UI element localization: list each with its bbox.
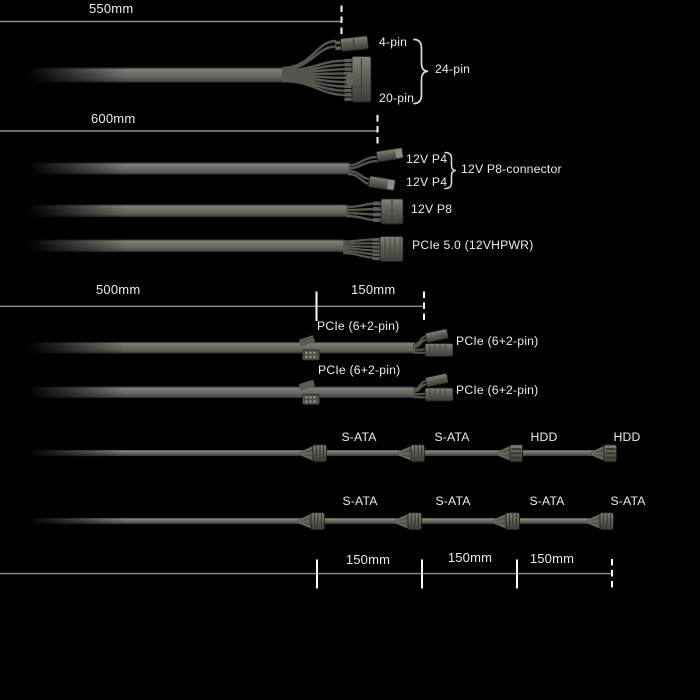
connector-sata — [398, 445, 425, 462]
ruler-label-150mm-b1: 150mm — [345, 552, 391, 567]
ruler-550mm — [0, 6, 342, 38]
label-24pin: 24-pin — [435, 62, 471, 76]
ruler-600mm — [0, 115, 378, 147]
connector-hdd — [497, 445, 523, 462]
label-sata-r2-1: S-ATA — [342, 494, 378, 508]
label-12v-p8-connector: 12V P8-connector — [461, 162, 562, 176]
ruler-label-550mm: 550mm — [89, 1, 134, 16]
ruler-label-150mm-b3: 150mm — [529, 551, 575, 566]
label-sata-r2-2: S-ATA — [435, 494, 471, 508]
label-sata-r1-2: S-ATA — [434, 430, 470, 444]
ruler-label-150mm-top: 150mm — [351, 282, 396, 297]
label-pcie-row1-mid: PCIe (6+2-pin) — [317, 319, 400, 333]
ruler-label-600mm: 600mm — [91, 111, 136, 126]
label-sata-r2-3: S-ATA — [529, 494, 565, 508]
brace-24pin — [414, 40, 428, 104]
connector-sata — [587, 513, 614, 530]
connector-12v-p8 — [373, 199, 403, 224]
connector-pcie-end6pin-row2 — [425, 388, 453, 401]
connector-12v-p4-top — [376, 148, 403, 162]
label-sata-r2-4: S-ATA — [610, 494, 646, 508]
label-pcie-row2-mid: PCIe (6+2-pin) — [318, 363, 401, 377]
connector-sata — [395, 513, 422, 530]
connector-4pin — [334, 36, 368, 52]
connector-pcie-end6pin-row1 — [425, 344, 453, 357]
label-20pin: 20-pin — [379, 91, 415, 105]
connector-pcie-end2pin-row1 — [425, 329, 448, 343]
label-pcie-row1-end: PCIe (6+2-pin) — [456, 334, 539, 348]
label-12v-p4-bottom: 12V P4 — [406, 175, 448, 189]
label-pcie5-12vhpwr: PCIe 5.0 (12VHPWR) — [412, 238, 534, 252]
connector-pcie5 — [373, 237, 404, 262]
ruler-label-500mm: 500mm — [96, 282, 141, 297]
connector-sata — [300, 445, 327, 462]
label-hdd-r1-3: HDD — [530, 430, 558, 444]
label-pcie-row2-end: PCIe (6+2-pin) — [456, 383, 539, 397]
label-4pin: 4-pin — [379, 35, 408, 49]
label-hdd-r1-4: HDD — [613, 430, 641, 444]
connector-sata — [493, 513, 520, 530]
connector-12v-p4-bottom — [368, 176, 395, 191]
connector-hdd — [591, 445, 617, 462]
ruler-label-150mm-b2: 150mm — [447, 550, 493, 565]
connector-pcie-end2pin-row2 — [425, 373, 448, 387]
label-sata-r1-1: S-ATA — [341, 430, 377, 444]
connector-20pin — [345, 57, 372, 103]
connector-sata — [298, 513, 325, 530]
ruler-bottom-150mm — [0, 559, 612, 589]
label-12v-p8: 12V P8 — [411, 202, 453, 216]
label-12v-p4-top: 12V P4 — [406, 152, 448, 166]
